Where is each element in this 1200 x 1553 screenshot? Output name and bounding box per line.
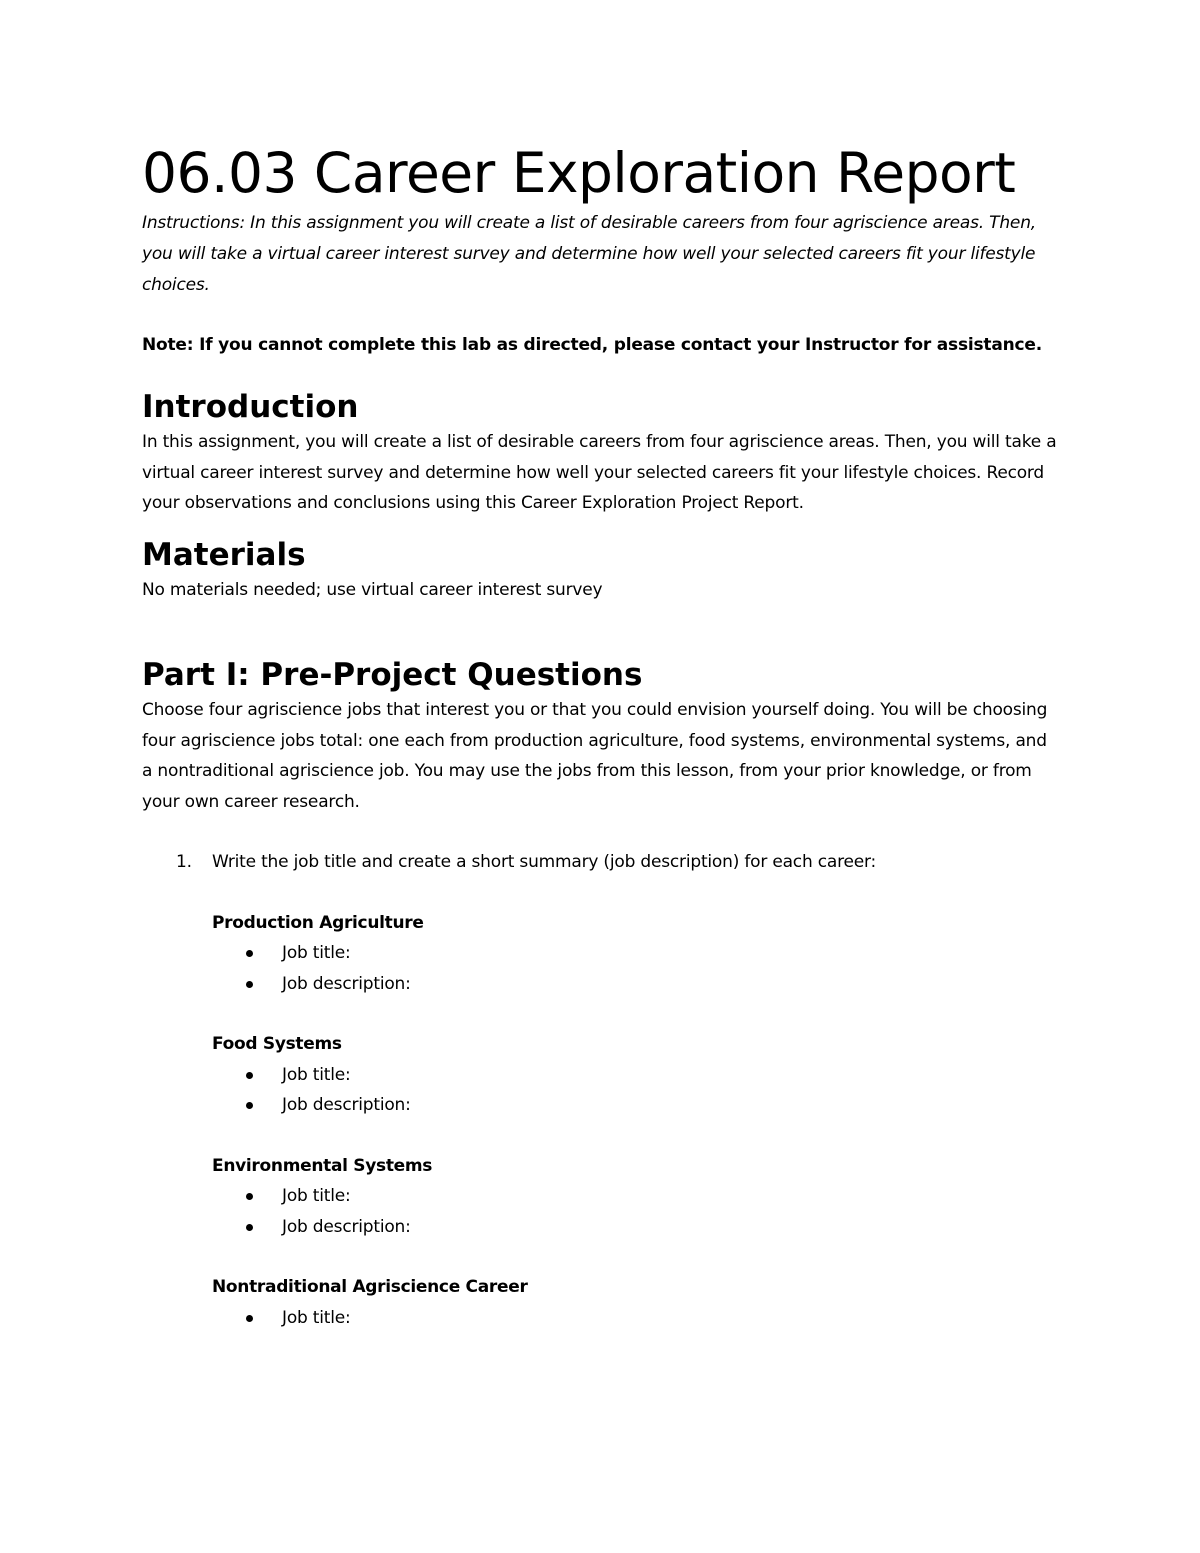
category-title: Food Systems <box>212 1034 342 1054</box>
question-1 <box>142 847 1062 878</box>
category-title: Environmental Systems <box>212 1155 433 1176</box>
list-item <box>212 1212 1062 1243</box>
list-item <box>212 1181 1062 1212</box>
bullet-icon <box>246 981 253 988</box>
materials-text: No materials needed; use virtual career interest survey <box>142 579 603 600</box>
bullet-list <box>212 938 1062 999</box>
introduction-text: In this assignment, you will create a list of desirable careers from four agriscience areas. Then, you will take a virtual career interest survey and determine how well your selected careers fit your lifestyle choices. Record your observations and conclusions using this Career Exploration Project Report. <box>142 432 1057 513</box>
list-item-label: Job description: <box>282 973 411 994</box>
list-item <box>212 969 1062 1000</box>
materials-heading: Materials <box>142 536 306 573</box>
bullet-list <box>212 1181 1062 1242</box>
note-text: Note: If you cannot complete this lab as directed, please contact your Instructor for assistance. <box>142 335 1042 355</box>
question-text: Write the job title and create a short summary (job description) for each career: <box>212 852 877 872</box>
introduction-heading: Introduction <box>142 389 359 425</box>
list-item <box>212 1060 1062 1091</box>
category-food-systems <box>212 1029 1062 1121</box>
bullet-icon <box>246 1224 253 1231</box>
list-item-label: Job description: <box>282 1216 411 1237</box>
list-item <box>212 1303 1062 1334</box>
part1-text: Choose four agriscience jobs that interest you or that you could envision yourself doing. You will be choosing four agriscience jobs total: one each from production agriculture, food systems, environmental systems, and a nontraditional agriscience job. You may use the jobs from this lesson, from your prior knowledge, or from your own career research. <box>142 700 1048 812</box>
list-item-label: Job title: <box>282 1064 351 1085</box>
category-title: Nontraditional Agriscience Career <box>212 1277 528 1297</box>
list-item <box>212 1090 1062 1121</box>
bullet-list <box>212 1060 1062 1121</box>
bullet-icon <box>246 1102 253 1109</box>
instructions-text: Instructions: In this assignment you will create a list of desirable careers from four agriscience areas. Then, you will take a virtual career interest survey and determine how well your selected careers fit your lifestyle choices. <box>142 213 1036 295</box>
bullet-icon <box>246 1072 253 1079</box>
bullet-icon <box>246 950 253 957</box>
question-number: 1. <box>176 852 192 872</box>
list-item-label: Job description: <box>282 1095 411 1115</box>
list-item <box>212 938 1062 969</box>
document-page <box>142 138 1062 1333</box>
category-nontraditional-agriscience <box>212 1272 1062 1333</box>
document-title: 06.03 Career Exploration Report <box>142 141 1016 205</box>
category-production-agriculture <box>212 908 1062 1000</box>
category-environmental-systems <box>212 1151 1062 1243</box>
bullet-icon <box>246 1315 253 1322</box>
list-item-label: Job title: <box>282 1186 351 1206</box>
bullet-icon <box>246 1193 253 1200</box>
bullet-list <box>212 1303 1062 1334</box>
list-item-label: Job title: <box>282 1307 351 1328</box>
category-title: Production Agriculture <box>212 912 424 933</box>
part1-heading: Part I: Pre-Project Questions <box>142 657 643 693</box>
list-item-label: Job title: <box>282 943 351 963</box>
